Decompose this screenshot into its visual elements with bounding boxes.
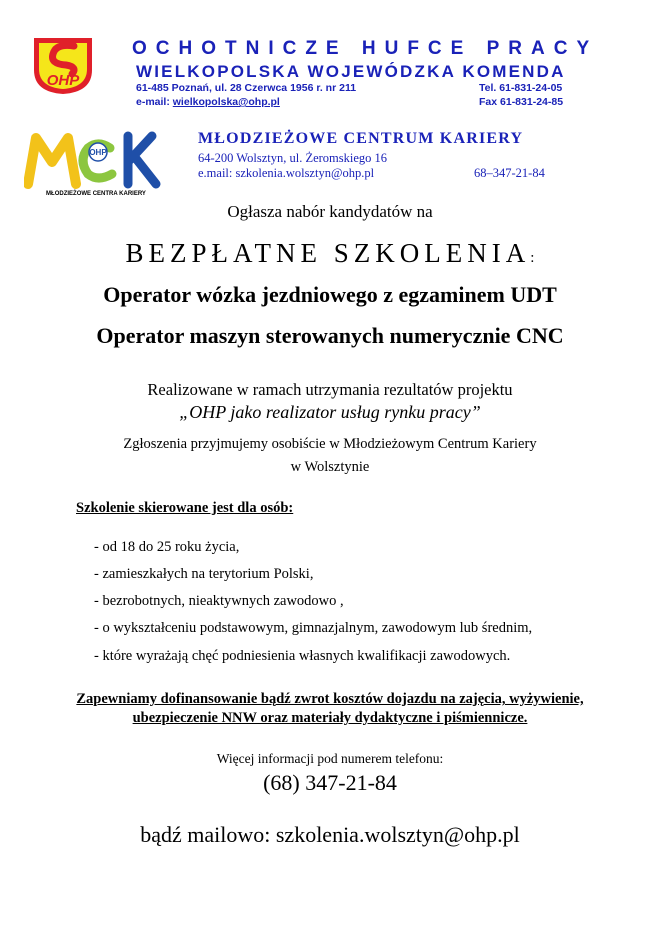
mck-phone: 68–347-21-84 (474, 166, 545, 180)
ohp-logo-text: OHP (46, 72, 80, 89)
mck-email: e.mail: szkolenia.wolsztyn@ohp.pl (198, 166, 375, 180)
funding-text: ubezpieczenie NNW oraz materiały dydaktyczne i piśmiennicze. (132, 710, 528, 726)
contact-phone: (68) 347-21-84 (263, 770, 397, 795)
announcement-text: Ogłasza nabór kandydatów na (227, 202, 433, 221)
criteria-item: - od 18 do 25 roku życia, (94, 539, 240, 555)
criteria-item: - które wyrażają chęć podniesienia własnych kwalifikacji zawodowych. (94, 648, 511, 664)
ohp-email-link[interactable]: wielkopolska@ohp.pl (172, 96, 280, 108)
criteria-item: - zamieszkałych na terytorium Polski, (94, 566, 314, 582)
course-title: Operator maszyn sterowanych numerycznie CNC (96, 323, 564, 348)
mck-logo-badge: OHP (89, 148, 107, 157)
headline-colon: : (530, 250, 535, 266)
contact-email: bądź mailowo: szkolenia.wolsztyn@ohp.pl (140, 822, 520, 847)
criteria-item: - o wykształceniu podstawowym, gimnazjalnym, zawodowym lub średnim, (94, 620, 533, 636)
applications-text-location: w Wolsztynie (290, 459, 370, 475)
ohp-fax: Fax 61-831-24-85 (479, 96, 564, 108)
target-group-heading: Szkolenie skierowane jest dla osób: (76, 500, 294, 516)
mck-address: 64-200 Wolsztyn, ul. Żeromskiego 16 (198, 151, 388, 165)
ohp-subtitle: WIELKOPOLSKA WOJEWÓDZKA KOMENDA (136, 62, 566, 81)
more-info-text: Więcej informacji pod numerem telefonu: (216, 751, 444, 766)
headline (0, 238, 660, 269)
mck-logo (24, 128, 174, 198)
ohp-tel: Tel. 61-831-24-05 (479, 82, 563, 94)
headline-text: BEZPŁATNE SZKOLENIA (125, 238, 531, 268)
criteria-item: - bezrobotnych, nieaktywnych zawodowo , (94, 593, 344, 609)
course-title: Operator wózka jezdniowego z egzaminem UDT (103, 282, 557, 307)
ohp-logo (28, 34, 98, 96)
mck-logo-caption: MŁODZIEŻOWE CENTRA KARIERY (46, 191, 146, 197)
ohp-email-row (136, 96, 280, 108)
realized-text: Realizowane w ramach utrzymania rezultatów projektu (147, 380, 513, 399)
funding-text: Zapewniamy dofinansowanie bądź zwrot kosztów dojazdu na zajęcia, wyżywienie, (76, 691, 584, 707)
project-name: „OHP jako realizator usług rynku pracy” (179, 402, 481, 422)
applications-text: Zgłoszenia przyjmujemy osobiście w Młodzieżowym Centrum Kariery (123, 436, 537, 452)
ohp-email-label: e-mail: (136, 96, 173, 108)
ohp-address: 61-485 Poznań, ul. 28 Czerwca 1956 r. nr 211 (136, 82, 357, 94)
mck-title: MŁODZIEŻOWE CENTRUM KARIERY (198, 130, 524, 147)
ohp-title: OCHOTNICZE HUFCE PRACY (132, 38, 599, 59)
